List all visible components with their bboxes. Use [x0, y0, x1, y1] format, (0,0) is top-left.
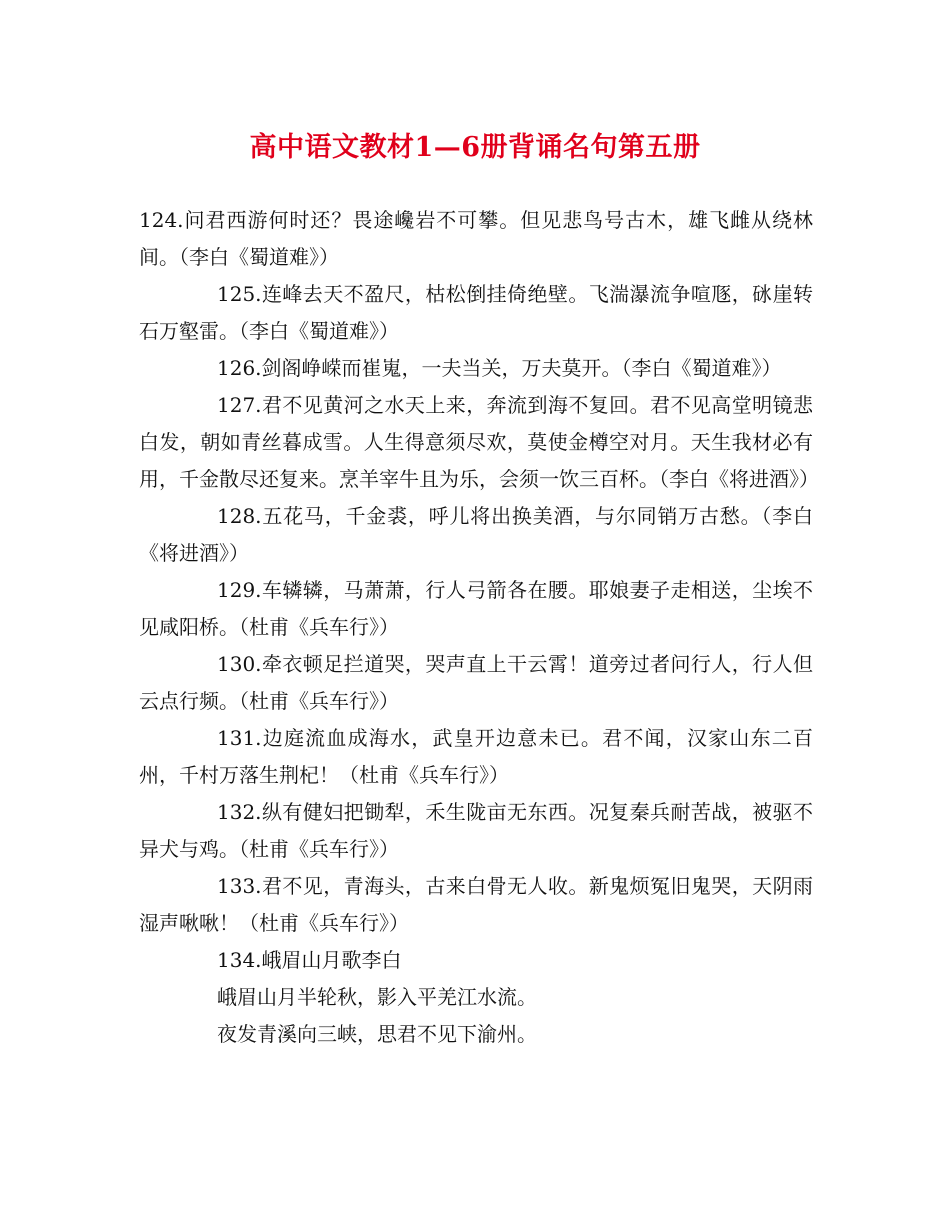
paragraph-133: 133.君不见，青海头，古来白骨无人收。新鬼烦冤旧鬼哭，天阴雨湿声啾啾！（杜甫《兵车行》） — [139, 874, 813, 935]
paragraph-127: 127.君不见黄河之水天上来，奔流到海不复回。君不见高堂明镜悲白发，朝如青丝暮成雪。人生得意须尽欢，莫使金樽空对月。天生我材必有用，千金散尽还复来。烹羊宰牛且为乐，会须一饮三百杯。（李白《将进酒》） — [139, 393, 819, 491]
document-body — [139, 202, 819, 1053]
poem-line-1: 峨眉山月半轮秋，影入平羌江水流。 — [217, 985, 537, 1009]
poem-heading: 134.峨眉山月歌李白 — [217, 948, 402, 972]
poem-line-2: 夜发青溪向三峡，思君不见下渝州。 — [217, 1022, 537, 1046]
paragraph-126: 126.剑阁峥嵘而崔嵬，一夫当关，万夫莫开。（李白《蜀道难》） — [217, 356, 782, 380]
paragraph-128: 128.五花马，千金裘，呼儿将出换美酒，与尔同销万古愁。（李白《将进酒》） — [139, 504, 813, 565]
paragraph-130: 130.牵衣顿足拦道哭，哭声直上干云霄！道旁过者问行人，行人但云点行频。（杜甫《兵车行》） — [139, 652, 813, 713]
paragraph-124: 124.问君西游何时还？畏途巉岩不可攀。但见悲鸟号古木，雄飞雌从绕林间。（李白《蜀道难》） — [139, 208, 813, 269]
document-title: 高中语文教材1—6册背诵名句第五册 — [249, 132, 701, 163]
paragraph-129: 129.车辚辚，马萧萧，行人弓箭各在腰。耶娘妻子走相送，尘埃不见咸阳桥。（杜甫《兵车行》） — [139, 578, 813, 639]
paragraph-132: 132.纵有健妇把锄犁，禾生陇亩无东西。况复秦兵耐苦战，被驱不异犬与鸡。（杜甫《兵车行》） — [139, 800, 813, 861]
paragraph-125: 125.连峰去天不盈尺，枯松倒挂倚绝壁。飞湍瀑流争喧豗，砯崖转石万壑雷。（李白《蜀道难》） — [139, 282, 813, 343]
paragraph-131: 131.边庭流血成海水，武皇开边意未已。君不闻，汉家山东二百州，千村万落生荆杞！（杜甫《兵车行》） — [139, 726, 813, 787]
